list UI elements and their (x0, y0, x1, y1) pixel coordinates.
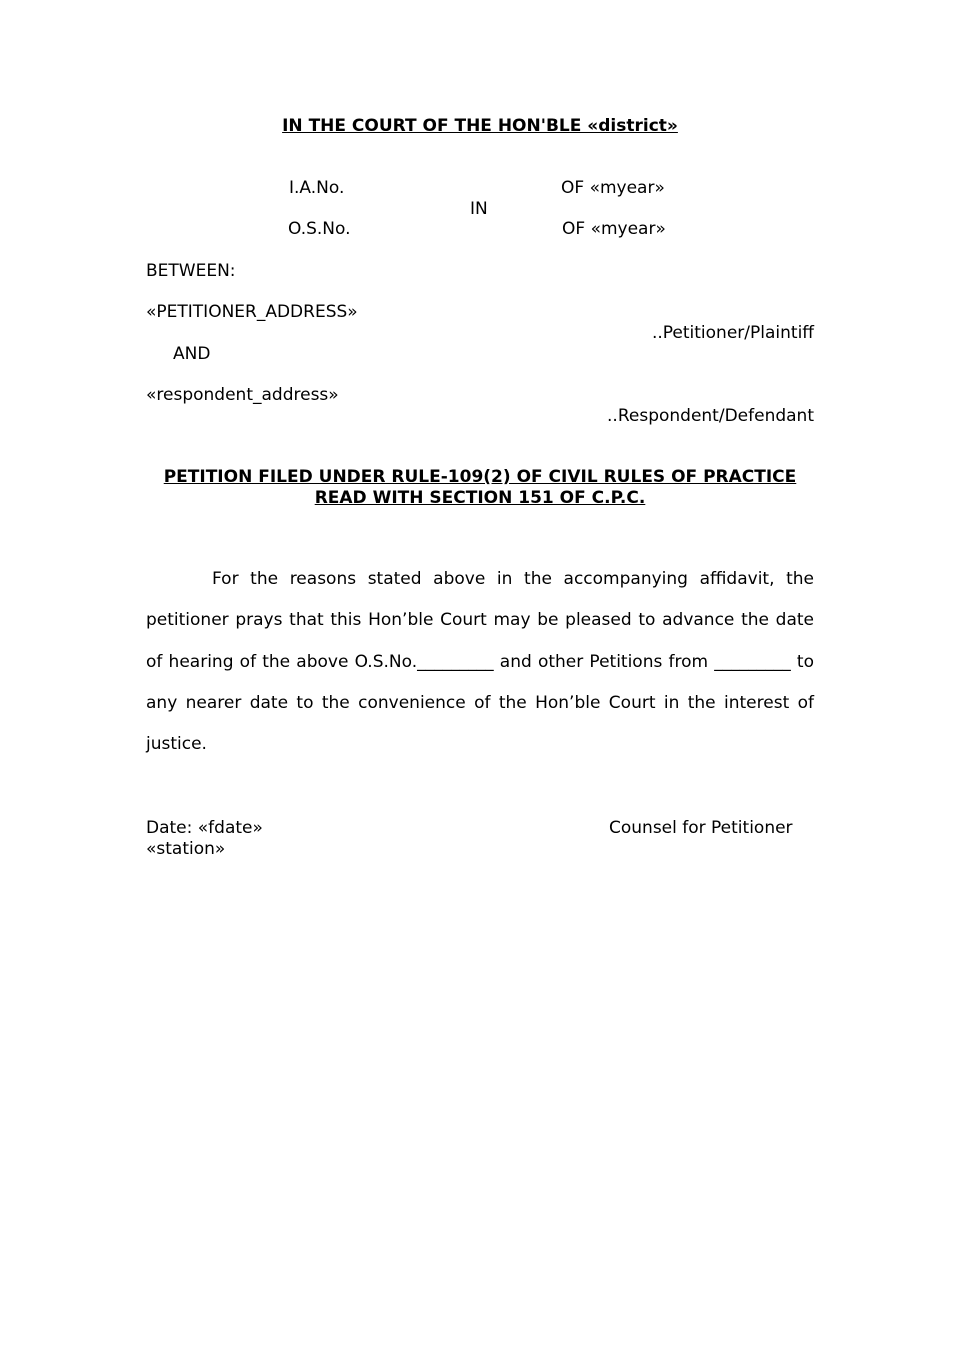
and-label: AND (173, 344, 211, 364)
court-title: IN THE COURT OF THE HON'BLE «district» (282, 116, 678, 136)
station-field: «station» (146, 839, 226, 859)
respondent-address: «respondent_address» (146, 385, 339, 405)
in-label: IN (470, 199, 488, 219)
petition-body-text: For the reasons stated above in the accompanying affidavit, the petitioner prays that this Hon’ble Court may be pleased to advance the date of hearing of the above O.S.No._________ and other Petitions from _________ to any nearer date to the convenience of the Hon’ble Court in the interest of justice. (146, 569, 814, 755)
os-number-label: O.S.No. (288, 219, 351, 239)
petition-heading-line1: PETITION FILED UNDER RULE-109(2) OF CIVIL RULES OF PRACTICE (163, 467, 797, 487)
petition-heading-line2: READ WITH SECTION 151 OF C.P.C. (314, 488, 646, 508)
counsel-signature: Counsel for Petitioner (609, 818, 793, 838)
petitioner-role: ..Petitioner/Plaintiff (651, 323, 814, 343)
petition-body (146, 559, 814, 765)
os-year: OF «myear» (562, 219, 666, 239)
petitioner-address: «PETITIONER_ADDRESS» (146, 302, 358, 322)
date-field: Date: «fdate» (146, 818, 263, 838)
ia-number-label: I.A.No. (289, 178, 345, 198)
respondent-role: ..Respondent/Defendant (607, 406, 814, 426)
between-label: BETWEEN: (146, 261, 236, 281)
ia-year: OF «myear» (561, 178, 665, 198)
